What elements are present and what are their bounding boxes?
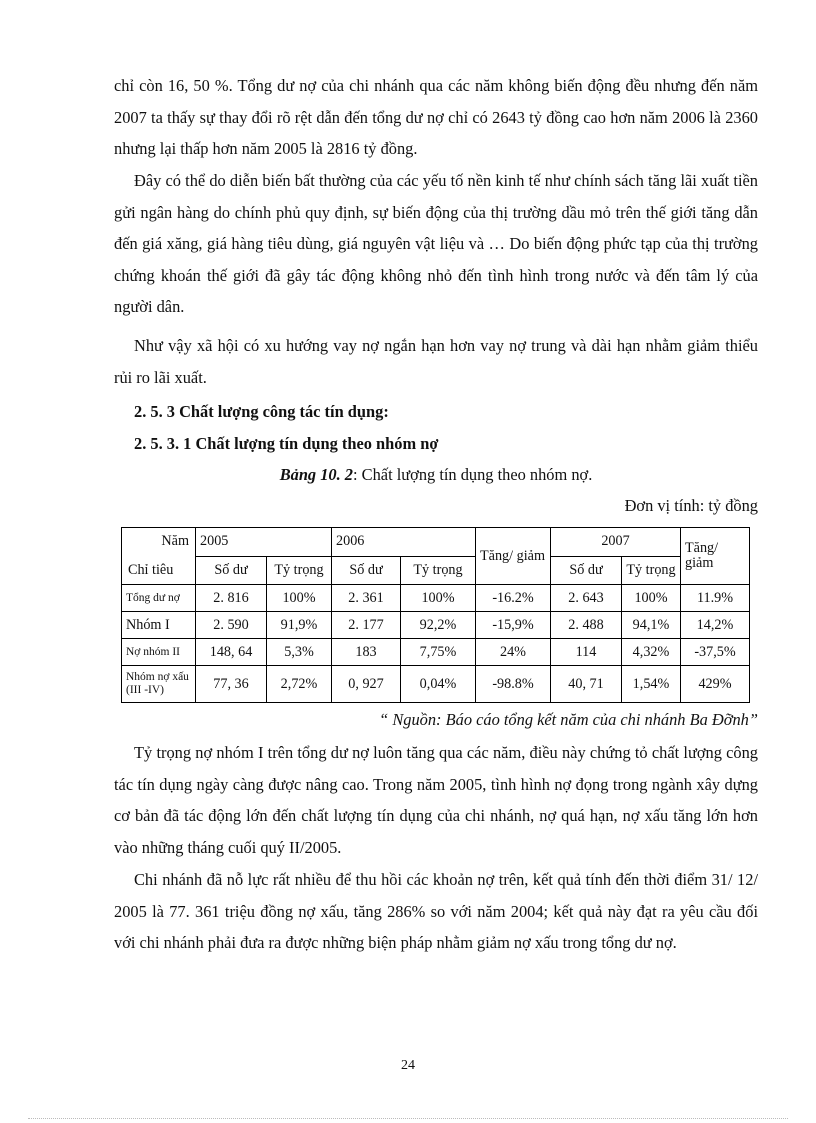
row-label: Nhóm nợ xấu (III -IV) [122,666,196,703]
subheader-balance-2005: Số dư [196,556,267,585]
table-row [122,666,750,703]
corner-cell [122,528,196,585]
corner-item-label: Chỉ tiêu [128,562,174,578]
cell: 148, 64 [196,639,267,666]
table-subheader-row [122,556,750,585]
cell: 100% [267,585,332,612]
table-row [122,585,750,612]
footer-divider [28,1118,788,1119]
cell: 14,2% [681,612,750,639]
cell: -15,9% [476,612,551,639]
subsection-heading: 2. 5. 3. 1 Chất lượng tín dụng theo nhóm nợ [134,434,439,453]
cell: 24% [476,639,551,666]
year-2006-header: 2006 [332,528,476,557]
table-caption-label: Bảng 10. 2 [279,465,354,484]
cell: 183 [332,639,401,666]
cell: -37,5% [681,639,750,666]
cell: 92,2% [401,612,476,639]
subheader-balance-2007: Số dư [551,556,622,585]
table-header-row [122,528,750,557]
paragraph-4: Tỷ trọng nợ nhóm I trên tổng dư nợ luôn tăng qua các năm, điều này chứng tỏ chất lượng công tác tín dụng ngày càng được nâng cao. Trong năm 2005, tình hình nợ đọng trong ngành xây dựng cơ bản đã tác động lớn đến chất lượng tín dụng của chi nhánh, nợ quá hạn, nợ xấu tăng lớn hơn vào những tháng cuối quý II/2005. [114,743,758,857]
cell: 94,1% [622,612,681,639]
cell: 2. 177 [332,612,401,639]
unit-label: Đơn vị tính: tỷ đồng [624,496,758,515]
cell: 1,54% [622,666,681,703]
row-label: Tổng dư nợ [122,585,196,612]
section-heading: 2. 5. 3 Chất lượng công tác tín dụng: [134,402,389,421]
cell: -16.2% [476,585,551,612]
cell: 11.9% [681,585,750,612]
cell: 4,32% [622,639,681,666]
cell: 40, 71 [551,666,622,703]
paragraph-3: Như vậy xã hội có xu hướng vay nợ ngắn hạn hơn vay nợ trung và dài hạn nhằm giảm thiểu rủi ro lãi xuất. [114,336,758,387]
cell: 429% [681,666,750,703]
subheader-share-2007: Tỷ trọng [622,556,681,585]
cell: 0, 927 [332,666,401,703]
change-header-1: Tăng/ giảm [476,528,551,585]
cell: 91,9% [267,612,332,639]
cell: 100% [401,585,476,612]
cell: 2. 361 [332,585,401,612]
cell: 7,75% [401,639,476,666]
cell: 2. 643 [551,585,622,612]
cell: 114 [551,639,622,666]
row-label: Nhóm I [122,612,196,639]
cell: 2. 816 [196,585,267,612]
table-source: “ Nguồn: Báo cáo tổng kết năm của chi nhánh Ba Đỡnh” [379,710,758,729]
table-row [122,639,750,666]
table-caption [114,463,758,487]
table-caption-text: : Chất lượng tín dụng theo nhóm nợ. [353,465,593,484]
change-header-2: Tăng/ giảm [681,528,750,585]
year-2007-header: 2007 [551,528,681,557]
cell: 100% [622,585,681,612]
subheader-share-2005: Tỷ trọng [267,556,332,585]
cell: 77, 36 [196,666,267,703]
cell: 2. 488 [551,612,622,639]
row-label: Nợ nhóm II [122,639,196,666]
cell: 5,3% [267,639,332,666]
paragraph-2: Đây có thể do diễn biến bất thường của các yếu tố nền kinh tế như chính sách tăng lãi xuất tiền gửi ngân hàng do chính phủ quy định, sự biến động của thị trường dầu mỏ trên thế giới tăng dẫn đến giá xăng, giá hàng tiêu dùng, giá nguyên vật liệu và … Do biến động phức tạp của thị trường chứng khoán thế giới đã gây tác động không nhỏ đến tình hình trong nước và đến tâm lý của người dân. [114,171,758,316]
paragraph-5: Chi nhánh đã nỗ lực rất nhiều để thu hồi các khoản nợ trên, kết quả tính đến thời điểm 31/ 12/ 2005 là 77. 361 triệu đồng nợ xấu, tăng 286% so với năm 2004; kết quả này đạt ra yêu cầu đối với chi nhánh phải đưa ra được những biện pháp nhằm giảm nợ xấu trong tổng dư nợ. [114,870,758,952]
cell: 2. 590 [196,612,267,639]
cell: 2,72% [267,666,332,703]
paragraph-1: chỉ còn 16, 50 %. Tổng dư nợ của chi nhánh qua các năm không biến động đều nhưng đến năm 2007 ta thấy sự thay đổi rõ rệt dẫn đến tổng dư nợ chỉ có 2643 tỷ đồng cao hơn năm 2006 là 2360 nhưng lại thấp hơn năm 2005 là 2816 tỷ đồng. [114,76,758,158]
cell: -98.8% [476,666,551,703]
page-number: 24 [401,1058,415,1073]
cell: 0,04% [401,666,476,703]
subheader-balance-2006: Số dư [332,556,401,585]
credit-quality-table [121,527,750,703]
table-row [122,612,750,639]
subheader-share-2006: Tỷ trọng [401,556,476,585]
corner-year-label: Năm [161,533,189,549]
year-2005-header: 2005 [196,528,332,557]
